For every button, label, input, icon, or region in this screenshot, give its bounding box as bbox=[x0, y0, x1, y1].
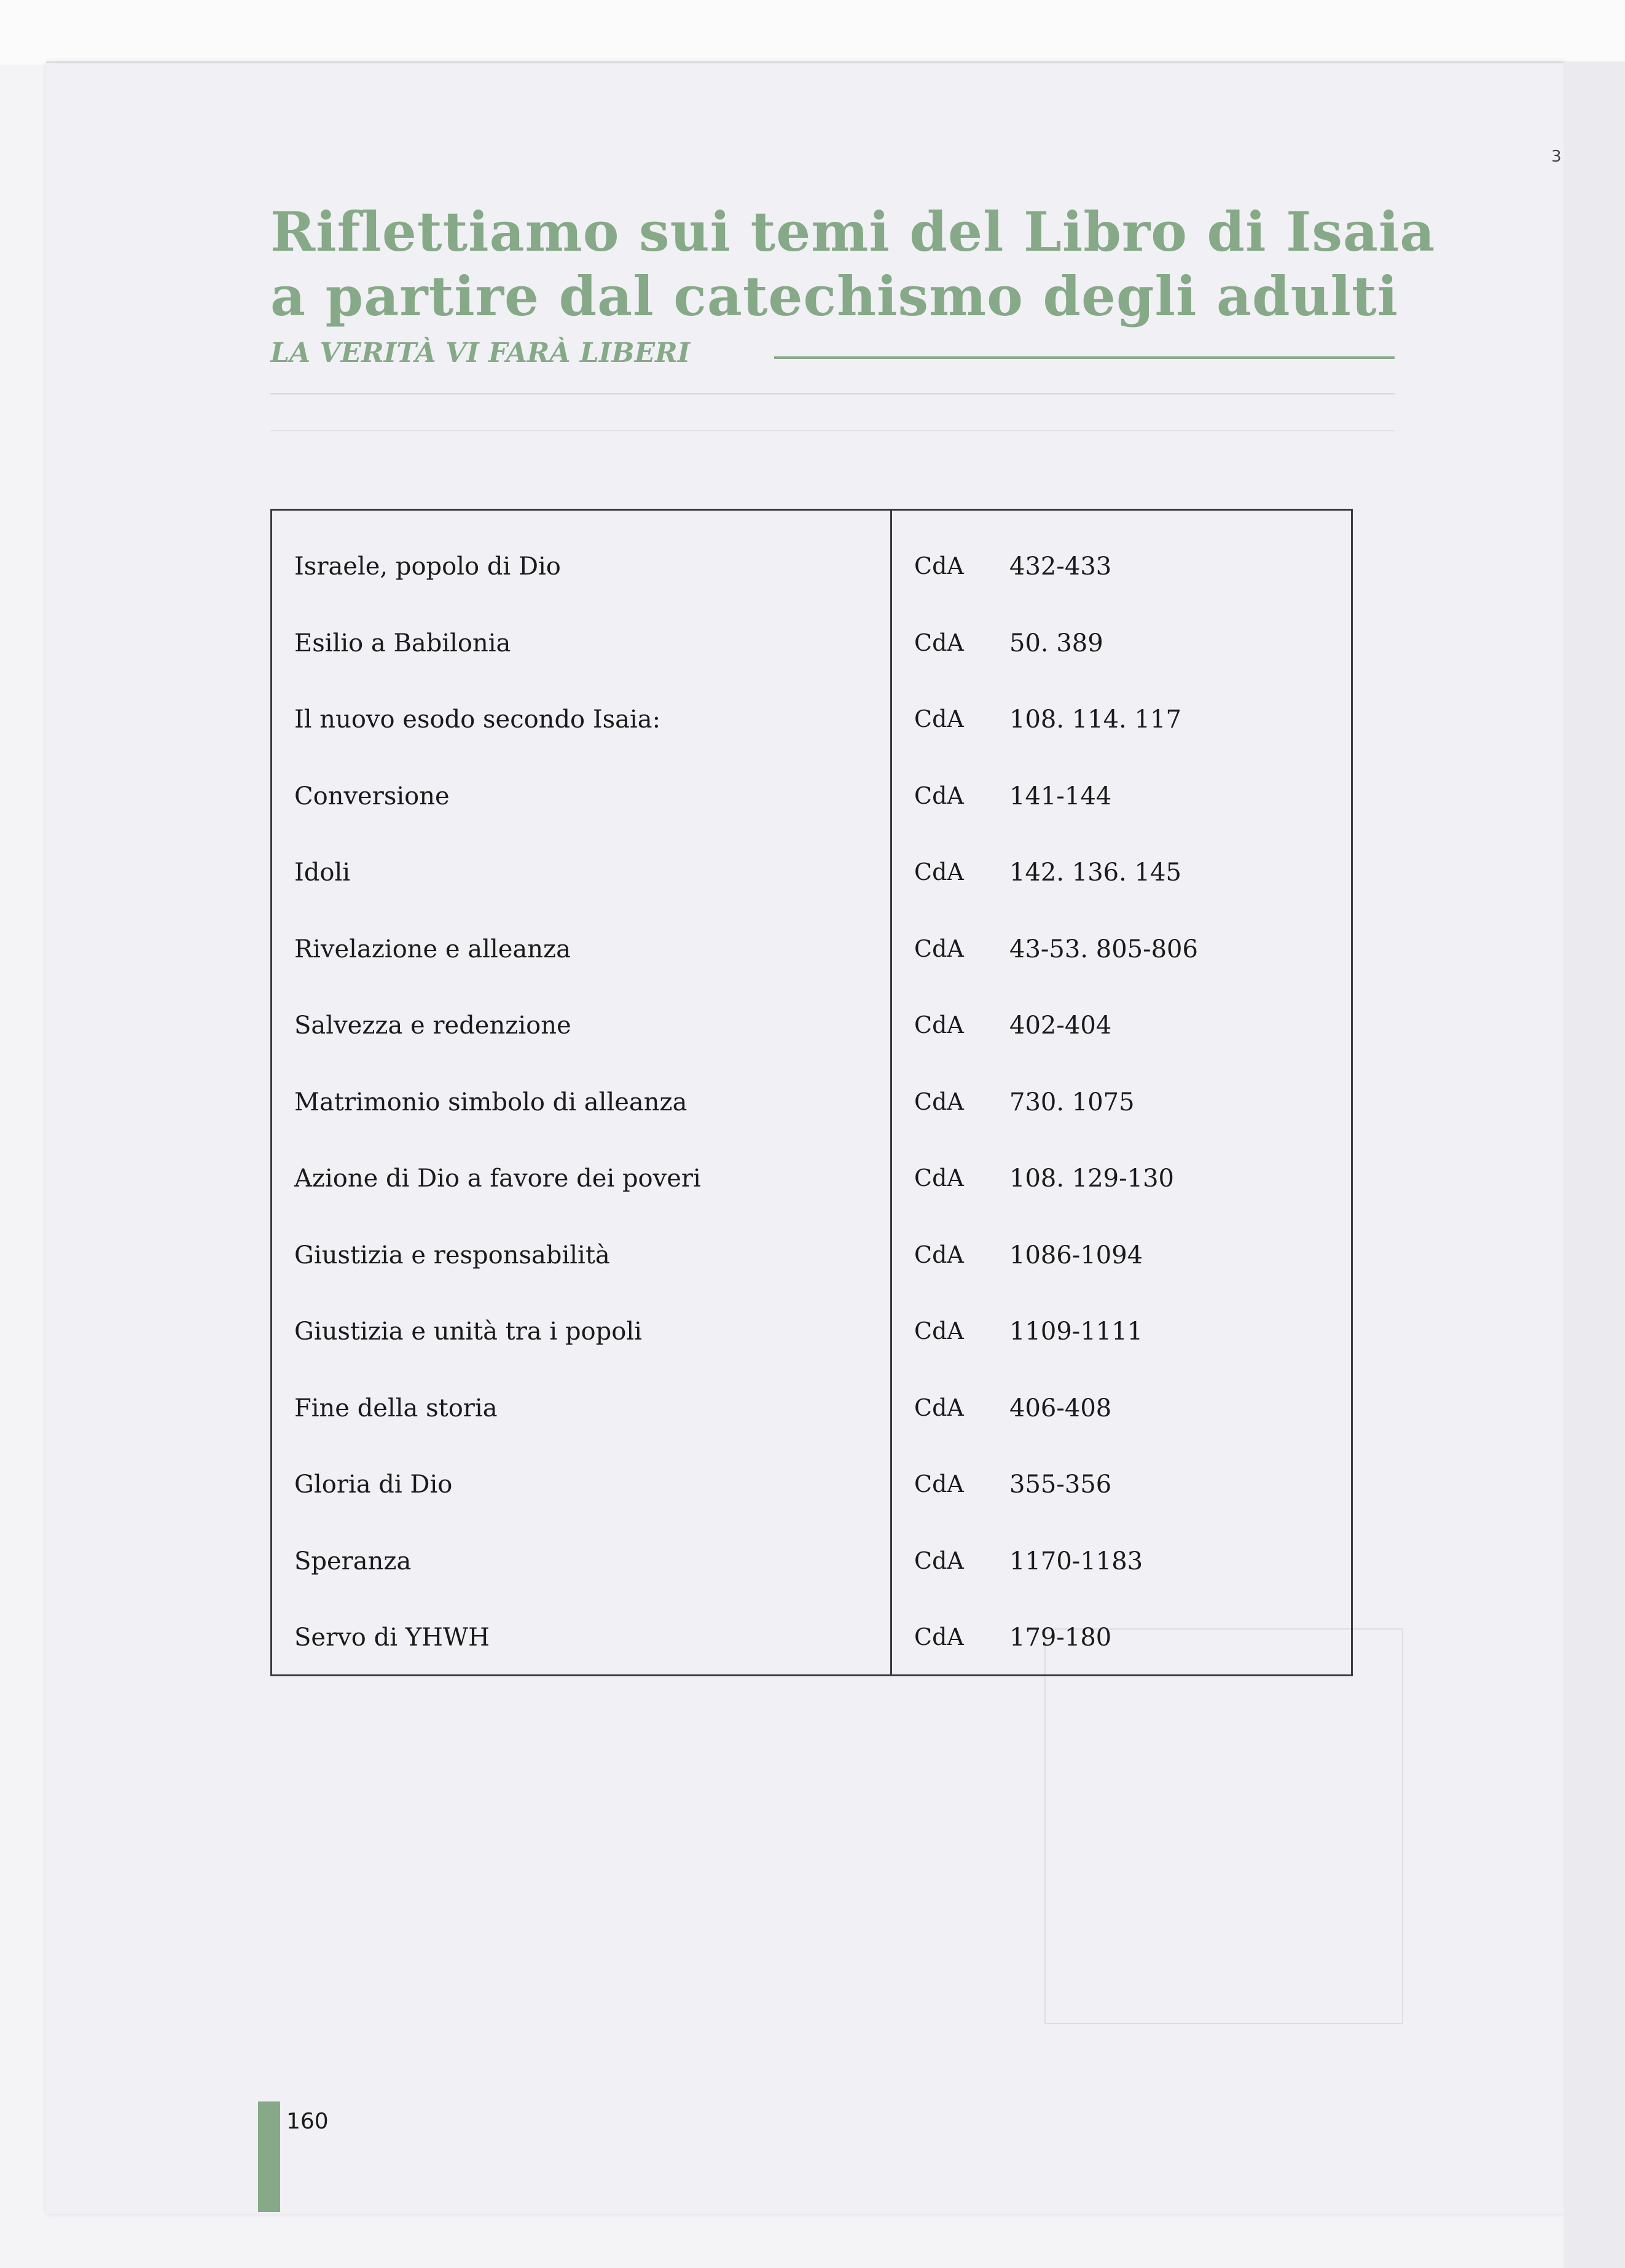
topic-cell: Il nuovo esodo secondo Isaia: bbox=[294, 705, 661, 734]
table-row bbox=[272, 529, 1351, 605]
source-cell: CdA bbox=[914, 1241, 964, 1268]
reference-cell: 43-53. 805-806 bbox=[1009, 935, 1198, 963]
reference-cell: 432-433 bbox=[1009, 552, 1112, 581]
topic-cell: Esilio a Babilonia bbox=[294, 629, 511, 657]
source-cell: CdA bbox=[914, 1547, 964, 1574]
topic-cell: Giustizia e unità tra i popoli bbox=[294, 1317, 642, 1346]
topic-cell: Matrimonio simbolo di alleanza bbox=[294, 1088, 687, 1116]
source-cell: CdA bbox=[914, 1088, 964, 1115]
margin-mark: 3 bbox=[1551, 147, 1562, 166]
page-top-edge bbox=[0, 0, 1625, 65]
reference-cell: 730. 1075 bbox=[1009, 1088, 1135, 1116]
table-row bbox=[272, 759, 1351, 835]
source-cell: CdA bbox=[914, 1394, 964, 1421]
topic-cell: Conversione bbox=[294, 782, 450, 810]
reference-cell: 108. 114. 117 bbox=[1009, 705, 1181, 734]
show-through-box bbox=[1044, 1628, 1403, 2024]
reference-cell: 1086-1094 bbox=[1009, 1241, 1143, 1269]
table-row bbox=[272, 1065, 1351, 1141]
table-row bbox=[272, 1447, 1351, 1523]
topic-cell: Fine della storia bbox=[294, 1394, 498, 1422]
reference-cell: 50. 389 bbox=[1009, 629, 1103, 657]
reference-cell: 1170-1183 bbox=[1009, 1547, 1143, 1575]
topic-cell: Israele, popolo di Dio bbox=[294, 552, 561, 581]
source-cell: CdA bbox=[914, 1317, 964, 1344]
faint-rule-2 bbox=[270, 430, 1395, 431]
next-page-edge bbox=[1564, 61, 1625, 2268]
reference-cell: 141-144 bbox=[1009, 782, 1112, 810]
topic-cell: Salvezza e redenzione bbox=[294, 1011, 571, 1040]
subtitle: LA VERITÀ VI FARÀ LIBERI bbox=[270, 337, 691, 369]
table-row bbox=[272, 1524, 1351, 1600]
reference-cell: 1109-1111 bbox=[1009, 1317, 1143, 1346]
reference-cell: 402-404 bbox=[1009, 1011, 1112, 1040]
topic-cell: Idoli bbox=[294, 858, 351, 887]
source-cell: CdA bbox=[914, 782, 964, 809]
topic-cell: Gloria di Dio bbox=[294, 1470, 453, 1499]
topic-cell: Azione di Dio a favore dei poveri bbox=[294, 1164, 701, 1193]
faint-rule bbox=[270, 393, 1395, 394]
table-row bbox=[272, 1600, 1351, 1676]
topic-cell: Servo di YHWH bbox=[294, 1623, 490, 1652]
topic-cell: Speranza bbox=[294, 1547, 412, 1575]
table-row bbox=[272, 1141, 1351, 1217]
topic-cell: Giustizia e responsabilità bbox=[294, 1241, 610, 1269]
source-cell: CdA bbox=[914, 1164, 964, 1191]
source-cell: CdA bbox=[914, 629, 964, 656]
reference-cell: 142. 136. 145 bbox=[1009, 858, 1181, 887]
table-row bbox=[272, 606, 1351, 682]
table-row bbox=[272, 912, 1351, 988]
source-cell: CdA bbox=[914, 935, 964, 962]
page-title bbox=[270, 200, 1468, 329]
subtitle-rule bbox=[774, 356, 1395, 359]
table-row bbox=[272, 1218, 1351, 1294]
source-cell: CdA bbox=[914, 705, 964, 732]
table-row bbox=[272, 835, 1351, 911]
reference-table bbox=[270, 509, 1353, 1676]
source-cell: CdA bbox=[914, 1011, 964, 1038]
title-line-1: Riflettiamo sui temi del Libro di Isaia bbox=[270, 200, 1436, 264]
source-cell: CdA bbox=[914, 1470, 964, 1497]
table-row bbox=[272, 1371, 1351, 1447]
source-cell: CdA bbox=[914, 1623, 964, 1650]
table-row bbox=[272, 1294, 1351, 1370]
reference-cell: 355-356 bbox=[1009, 1470, 1112, 1499]
table-row bbox=[272, 682, 1351, 758]
topic-cell: Rivelazione e alleanza bbox=[294, 935, 571, 963]
reference-cell: 179-180 bbox=[1009, 1623, 1112, 1652]
page-number: 160 bbox=[286, 2109, 329, 2134]
table-row bbox=[272, 988, 1351, 1064]
reference-cell: 406-408 bbox=[1009, 1394, 1112, 1422]
reference-cell: 108. 129-130 bbox=[1009, 1164, 1174, 1193]
subtitle-row bbox=[270, 332, 1395, 375]
title-line-2: a partire dal catechismo degli adulti bbox=[270, 264, 1399, 328]
source-cell: CdA bbox=[914, 552, 964, 579]
page-number-bar bbox=[258, 2101, 280, 2212]
source-cell: CdA bbox=[914, 858, 964, 885]
